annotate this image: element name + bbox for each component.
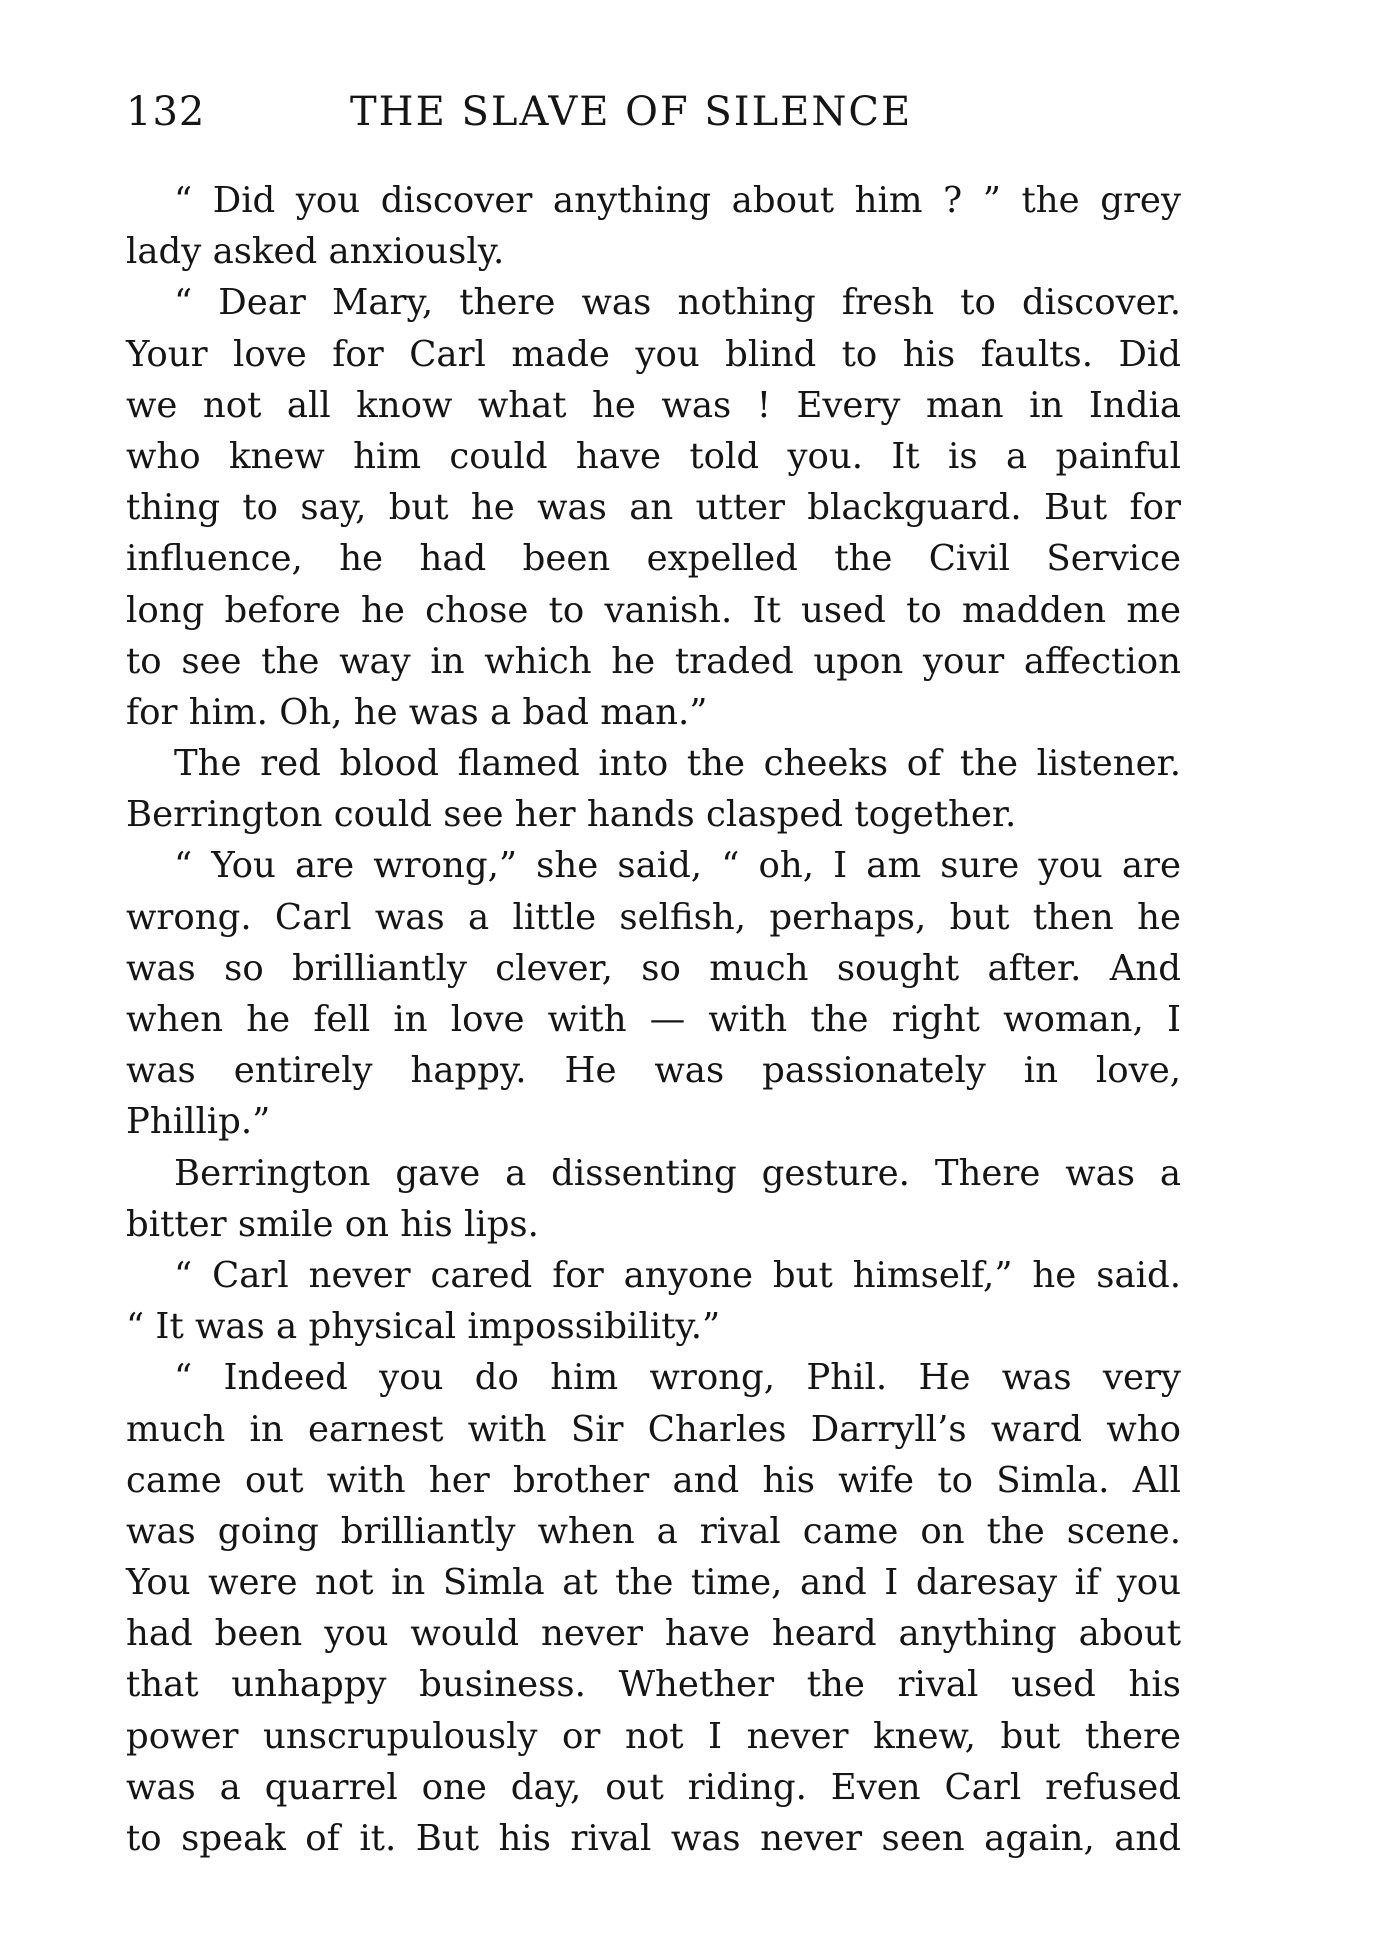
body-text xyxy=(126,175,1181,1864)
text-line: who knew him could have told you. It is a painful xyxy=(126,435,1181,477)
text-line: was a quarrel one day, out riding. Even Carl refused xyxy=(126,1766,1181,1808)
paragraph xyxy=(126,738,1181,840)
text-line: we not all know what he was ! Every man in India xyxy=(126,384,1181,426)
text-line: thing to say, but he was an utter blackguard. But for xyxy=(126,487,1181,529)
text-line: long before he chose to vanish. It used to madden me xyxy=(126,589,1181,631)
text-line: Your love for Carl made you blind to his faults. Did xyxy=(126,333,1181,375)
paragraph xyxy=(126,277,1181,738)
paragraph xyxy=(126,175,1181,277)
text-line: came out with her brother and his wife to Simla. All xyxy=(126,1459,1181,1501)
paragraph xyxy=(126,1352,1181,1864)
text-line: “ Did you discover anything about him ? ” the grey xyxy=(174,180,1181,221)
text-line: was so brilliantly clever, so much sought after. And xyxy=(126,947,1181,989)
paragraph xyxy=(126,1250,1181,1352)
text-line: Berrington gave a dissenting gesture. There was a xyxy=(174,1152,1181,1194)
text-line: wrong. Carl was a little selfish, perhaps, but then he xyxy=(126,896,1181,938)
text-line: to speak of it. But his rival was never seen again, and xyxy=(126,1818,1181,1859)
text-line: “ Carl never cared for anyone but himself,” he said. xyxy=(174,1254,1181,1296)
text-line: “ You are wrong,” she said, “ oh, I am sure you are xyxy=(174,845,1181,887)
page-number: 132 xyxy=(126,89,206,135)
text-line: influence, he had been expelled the Civil Service xyxy=(126,538,1181,580)
text-line: Berrington could see her hands clasped together. xyxy=(126,794,1017,836)
text-line: for him. Oh, he was a bad man.” xyxy=(126,691,708,733)
running-title: THE SLAVE OF SILENCE xyxy=(350,89,913,135)
text-line: power unscrupulously or not I never knew, but there xyxy=(126,1715,1181,1757)
text-line: that unhappy business. Whether the rival used his xyxy=(126,1664,1181,1706)
running-head xyxy=(126,82,1181,142)
text-line: The red blood flamed into the cheeks of the listener. xyxy=(174,743,1181,785)
text-line: to see the way in which he traded upon your affection xyxy=(126,640,1181,682)
text-line: Phillip.” xyxy=(126,1101,271,1143)
text-line: “ Dear Mary, there was nothing fresh to discover. xyxy=(174,282,1181,324)
text-line: “ Indeed you do him wrong, Phil. He was very xyxy=(174,1357,1181,1399)
text-line: “ It was a physical impossibility.” xyxy=(126,1306,721,1348)
paragraph xyxy=(126,1148,1181,1250)
text-line: lady asked anxiously. xyxy=(126,231,505,273)
text-line: had been you would never have heard anything about xyxy=(126,1613,1181,1655)
text-line: bitter smile on his lips. xyxy=(126,1203,539,1245)
text-line: was entirely happy. He was passionately in love, xyxy=(126,1050,1181,1092)
text-line: was going brilliantly when a rival came on the scene. xyxy=(126,1510,1181,1552)
paragraph xyxy=(126,840,1181,1147)
text-line: when he fell in love with — with the right woman, I xyxy=(126,999,1181,1040)
text-line: You were not in Simla at the time, and I daresay if you xyxy=(126,1562,1181,1604)
text-line: much in earnest with Sir Charles Darryll’s ward who xyxy=(126,1408,1181,1450)
